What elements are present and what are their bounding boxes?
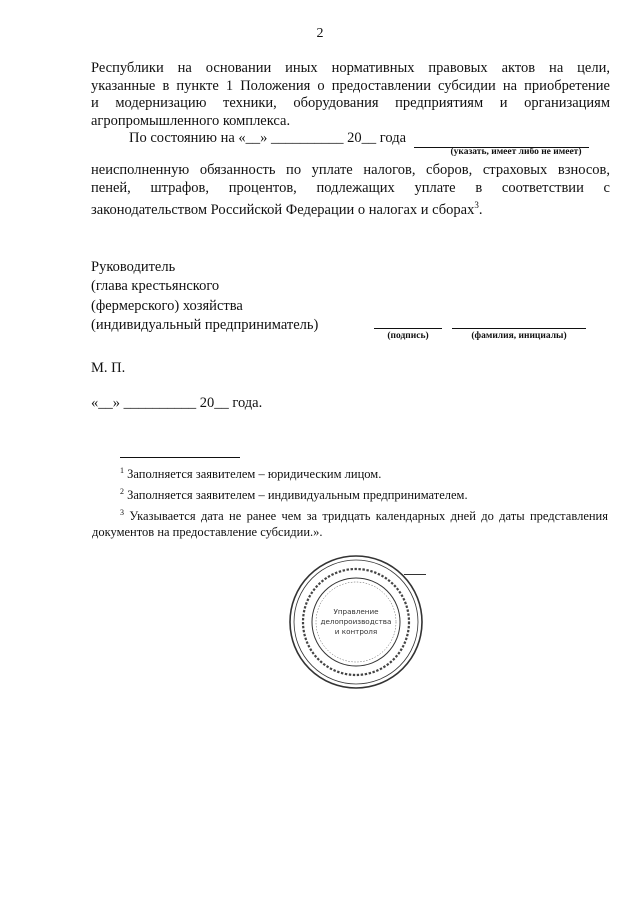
status-line-text: По состоянию на «__» __________ 20__ года [129,130,407,146]
footnote-separator [120,457,240,458]
official-stamp [286,552,426,692]
status-hint: (указать, имеет либо не имеет) [450,147,582,157]
page-number: 2 [316,26,324,41]
paragraph-line [91,197,610,219]
paragraph-2 [91,162,610,220]
stamp-text: Управление [333,607,379,616]
signature-title: Руководитель [91,259,176,275]
paragraph-line: пеней, штрафов, процентов, подлежащих уплате в соответствии с [91,179,610,196]
seal-place: М. П. [91,360,126,376]
signature-title: (фермерского) хозяйства [91,297,243,314]
footnote-number: 2 [120,486,124,496]
footnote [120,463,608,483]
signature-block [91,258,318,336]
stamp-text: делопроизводства [320,617,392,626]
paragraph-end: . [478,202,483,219]
paragraph-1 [91,60,610,130]
status-blank [414,130,589,148]
footnotes [92,463,608,541]
footnote [92,505,608,541]
stamp-line [404,574,426,575]
paragraph-line: неисполненную обязанность по уплате налогов, сборов, страховых взносов, [91,162,610,178]
paragraph-line: и модернизацию техники, оборудования предприятиям и организациям [91,95,610,112]
date-line: «__» __________ 20__ года. [91,395,263,411]
name-label: (фамилия, инициалы) [471,331,567,341]
footnote-ref: 3 [474,200,479,211]
footnote-number: 3 [120,507,124,517]
footnote-number: 1 [120,466,124,475]
paragraph-line: Республики на основании иных нормативных правовых актов на цели, [91,60,610,76]
signature-label: (подпись) [387,331,429,341]
signature-title: (глава крестьянского [91,278,220,295]
footnote-text: Указывается дата не ранее чем за тридцать календарных дней до даты представления документов на предоставление субсидии.». [92,509,608,539]
signature-line [374,328,442,329]
paragraph-line: указанные в пункте 1 Положения о предоставлении субсидии на приобретение [91,77,610,94]
footnote-text: Заполняется заявителем – индивидуальным предпринимателем. [127,488,468,503]
stamp-text: и контроля [334,627,378,636]
footnote [120,484,608,504]
signature-title: (индивидуальный предприниматель) [91,317,319,334]
paragraph-line: агропромышленного комплекса. [91,112,291,129]
paragraph-text: законодательством Российской Федерации о налогах и сборах [91,202,475,219]
name-line [452,328,586,329]
footnote-text: Заполняется заявителем – юридическим лицом. [127,467,382,482]
status-line [129,130,589,148]
